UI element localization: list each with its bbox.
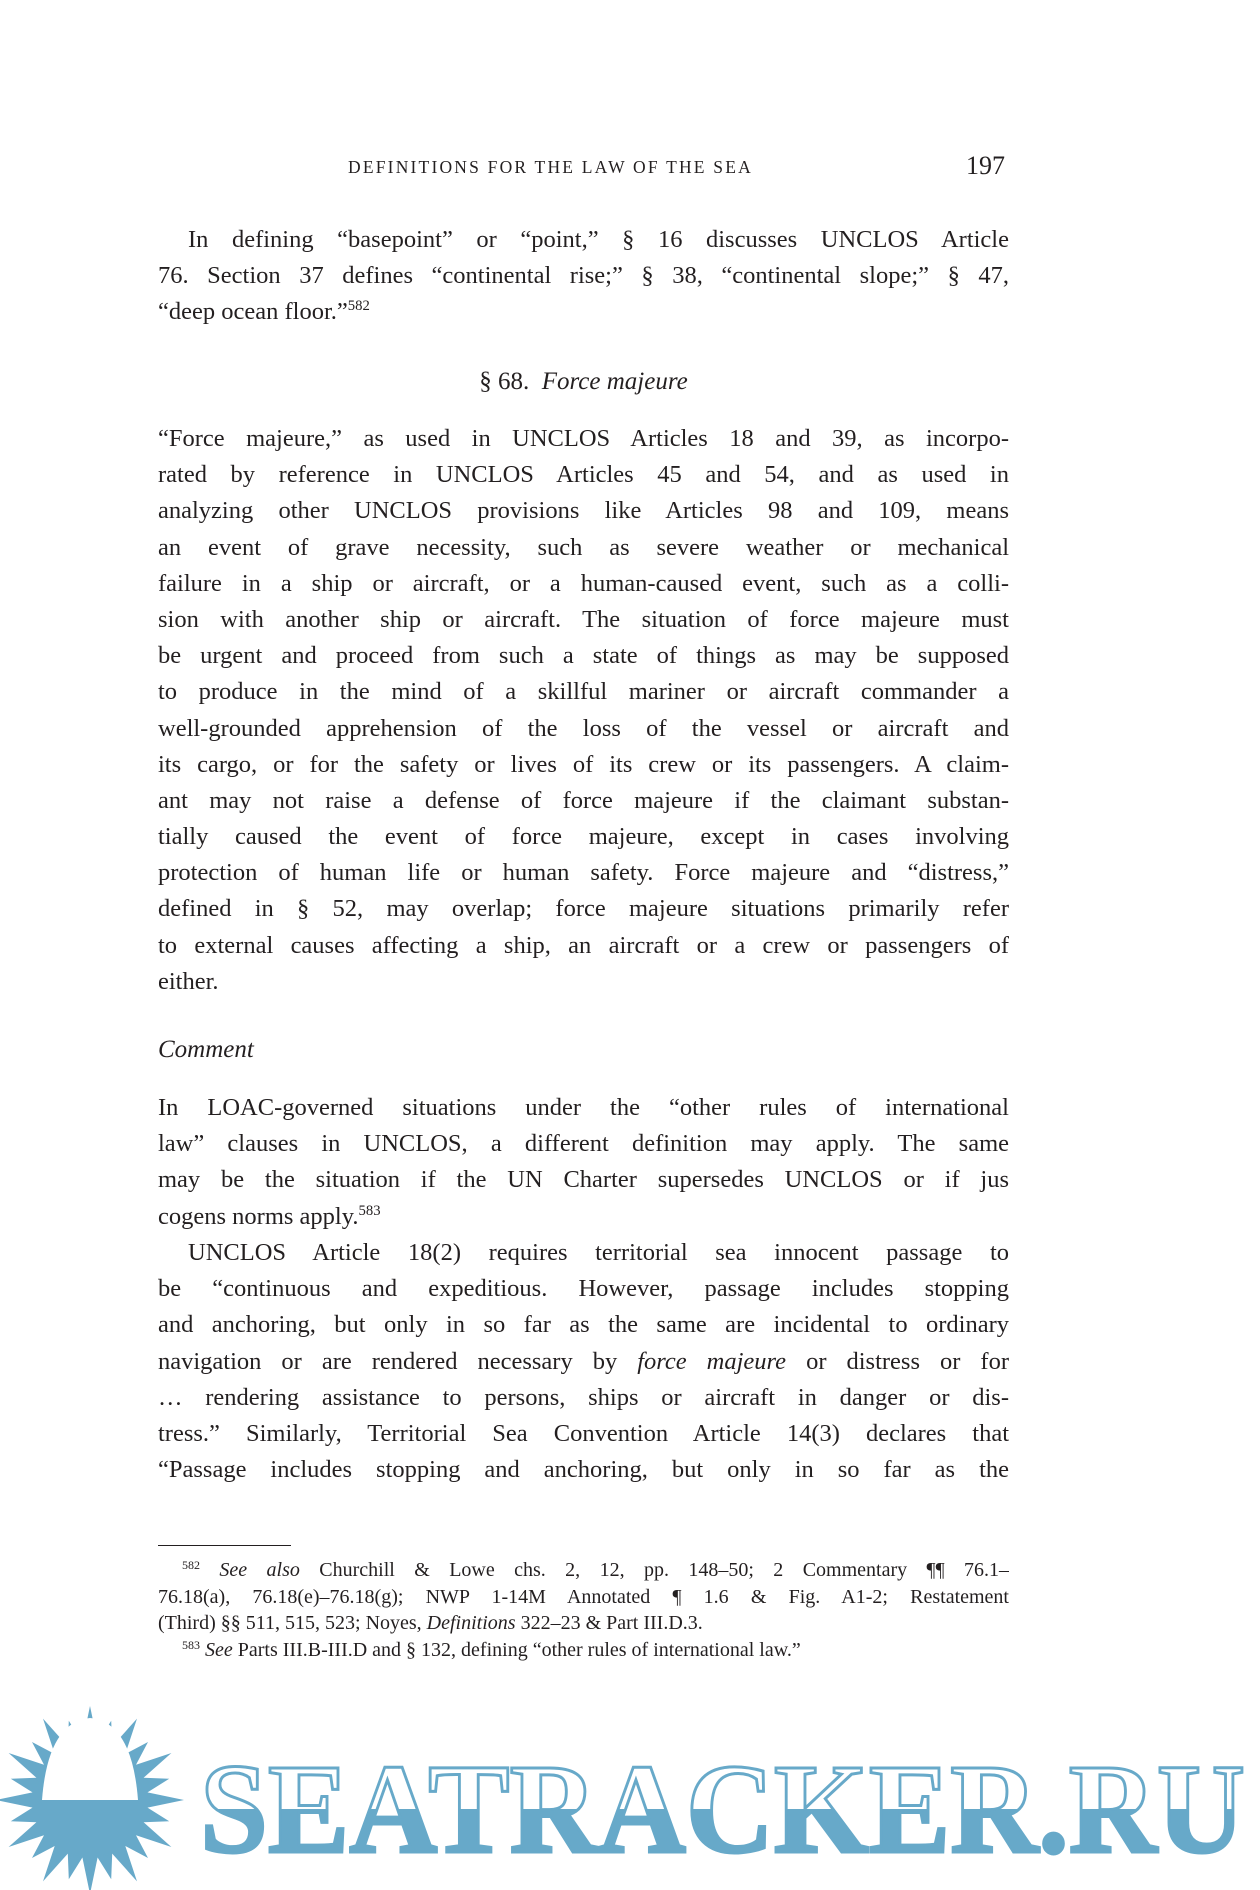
text-line (158, 222, 1009, 258)
text-run: law” clauses in UNCLOS, a different definition may apply. The same (158, 1130, 1009, 1158)
text-line (158, 1126, 1009, 1162)
text-run: its cargo, or for the safety or lives of its crew or its passengers. A claim- (158, 750, 1009, 778)
italic-text: Definitions (426, 1612, 516, 1635)
text-line (158, 1271, 1009, 1307)
text-line (158, 711, 1009, 747)
text-line (158, 855, 1009, 891)
text-run: In LOAC-governed situations under the “other rules of international (158, 1094, 1009, 1121)
paragraph-unclos (158, 1235, 1009, 1488)
text-line (158, 891, 1009, 927)
text-line (158, 530, 1009, 566)
text-run: tress.” Similarly, Territorial Sea Convention Article 14(3) declares that (158, 1419, 1009, 1447)
text-run: analyzing other UNCLOS provisions like Articles 98 and 109, means (158, 497, 1009, 525)
text-line (158, 1090, 1009, 1126)
footnote-line (158, 1584, 1009, 1611)
text-line (158, 1344, 1009, 1380)
text-run: (Third) §§ 511, 515, 523; Noyes, (158, 1612, 427, 1635)
text-line (158, 1380, 1009, 1416)
paragraph-intro (158, 222, 1009, 331)
text-run: In defining “basepoint” or “point,” § 16 discusses UNCLOS Article (188, 226, 1009, 253)
section-number: § 68. (479, 368, 530, 395)
text-line (158, 1162, 1009, 1198)
text-line (158, 566, 1009, 602)
text-run: to produce in the mind of a skillful mariner or aircraft commander a (158, 678, 1009, 706)
text-run: … rendering assistance to persons, ships or aircraft in danger or dis- (158, 1383, 1009, 1411)
text-line (158, 1307, 1009, 1343)
text-run: “Force majeure,” as used in UNCLOS Articles 18 and 39, as incorpo- (158, 425, 1009, 452)
comment-heading: Comment (158, 1036, 254, 1063)
footnote-line (158, 1637, 1009, 1664)
footnote-line (158, 1557, 1009, 1584)
footnotes (158, 1557, 1009, 1664)
text-run (200, 1559, 219, 1581)
text-run: tially caused the event of force majeure, except in cases involving (158, 823, 1009, 851)
text-line (158, 964, 1009, 1000)
seatracker-watermark (0, 1700, 1260, 1890)
text-run: sion with another ship or aircraft. The situation of force majeure must (158, 605, 1009, 633)
footnote-marker: 582 (347, 298, 370, 315)
text-line (158, 421, 1009, 457)
footnote-marker: 583 (182, 1637, 200, 1652)
text-line (158, 493, 1009, 529)
text-run: 76.18(a), 76.18(e)–76.18(g); NWP 1-14M Annotated ¶ 1.6 & Fig. A1-2; Restatement (158, 1585, 1009, 1608)
text-line (158, 457, 1009, 493)
sun-logo-icon (0, 1706, 184, 1890)
text-run: “deep ocean floor.” (158, 298, 348, 326)
text-run: cogens norms apply. (158, 1202, 359, 1230)
text-run: ant may not raise a defense of force majeure if the claimant substan- (158, 786, 1009, 814)
italic-text: See also (219, 1559, 300, 1581)
text-run: or distress or for (786, 1347, 1009, 1375)
text-run: be urgent and proceed from such a state of things as may be supposed (158, 642, 1009, 670)
italic-text: See (205, 1639, 233, 1662)
text-run: be “continuous and expeditious. However, passage includes stopping (158, 1275, 1009, 1303)
paragraph-comment (158, 1090, 1009, 1235)
section-heading (158, 368, 1009, 396)
text-run: may be the situation if the UN Charter supersedes UNCLOS or if jus (158, 1166, 1009, 1194)
footnote-marker: 583 (358, 1202, 381, 1219)
text-run: 76. Section 37 defines “continental rise;” § 38, “continental slope;” § 47, (158, 262, 1009, 290)
page-number: 197 (966, 151, 1005, 180)
text-run: navigation or are rendered necessary by (158, 1347, 638, 1375)
text-line (158, 258, 1009, 294)
text-line (158, 1416, 1009, 1452)
text-run: defined in § 52, may overlap; force majeure situations primarily refer (158, 895, 1009, 923)
text-line (158, 1235, 1009, 1271)
footnote-line (158, 1610, 1009, 1637)
running-title: DEFINITIONS FOR THE LAW OF THE SEA (348, 157, 753, 177)
italic-text: force majeure (637, 1347, 787, 1375)
text-run: failure in a ship or aircraft, or a human-caused event, such as a colli- (158, 569, 1009, 597)
watermark-text: SEATRACKER.RU (200, 1738, 1245, 1880)
text-run: either. (158, 967, 219, 995)
text-run: “Passage includes stopping and anchoring, but only in so far as the (158, 1456, 1009, 1484)
text-line (158, 638, 1009, 674)
text-line (158, 747, 1009, 783)
footnote-rule (158, 1545, 291, 1546)
text-line (158, 294, 1009, 330)
text-line (158, 928, 1009, 964)
text-line (158, 602, 1009, 638)
text-run: to external causes affecting a ship, an aircraft or a crew or passengers of (158, 931, 1009, 959)
footnote-marker: 582 (182, 1557, 200, 1572)
text-line (158, 674, 1009, 710)
text-run: rated by reference in UNCLOS Articles 45 and 54, and as used in (158, 461, 1009, 489)
text-line (158, 1452, 1009, 1488)
section-title: Force majeure (541, 368, 688, 395)
text-run: protection of human life or human safety. Force majeure and “distress,” (158, 859, 1009, 887)
text-run: well-grounded apprehension of the loss of the vessel or aircraft and (158, 714, 1009, 742)
text-line (158, 1199, 1009, 1235)
text-run: an event of grave necessity, such as severe weather or mechanical (158, 533, 1009, 561)
paragraph-definition (158, 421, 1009, 1000)
text-run: and anchoring, but only in so far as the same are incidental to ordinary (158, 1311, 1009, 1339)
text-run: UNCLOS Article 18(2) requires territorial sea innocent passage to (188, 1239, 1009, 1266)
text-run: 322–23 & Part III.D.3. (515, 1612, 703, 1635)
text-run: Parts III.B-III.D and § 132, defining “other rules of international law.” (232, 1639, 801, 1662)
text-run: Churchill & Lowe chs. 2, 12, pp. 148–50; 2 Commentary ¶¶ 76.1– (299, 1559, 1009, 1581)
text-line (158, 819, 1009, 855)
text-line (158, 783, 1009, 819)
